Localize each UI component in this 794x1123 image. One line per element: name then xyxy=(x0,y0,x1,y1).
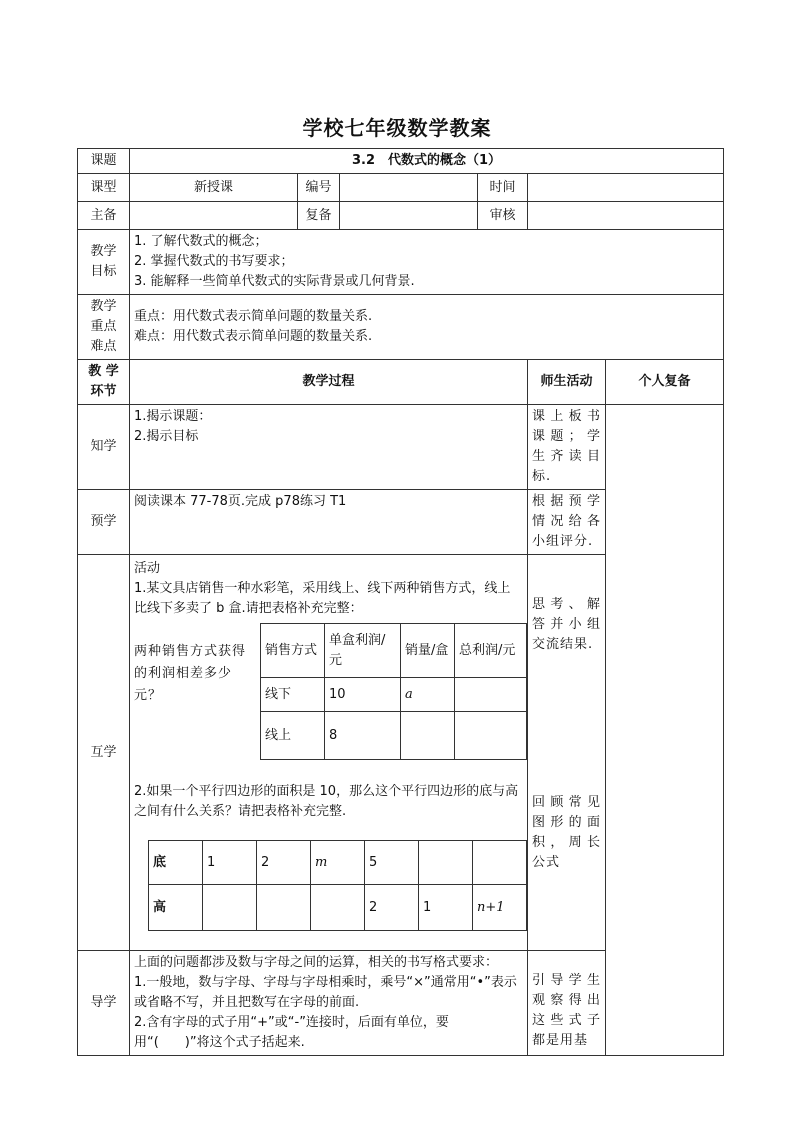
base-label: 底 xyxy=(149,841,203,885)
keypoints-label xyxy=(78,295,130,360)
sales-cell: 线下 xyxy=(261,678,325,712)
height-label: 高 xyxy=(149,885,203,931)
zhixue-content xyxy=(130,405,528,490)
goal-item: 3. 能解释一些简单代数式的实际背景或几何背景. xyxy=(134,274,415,289)
question-1: 1.某文具店销售一种水彩笔，采用线上、线下两种销售方式，线上比线下多卖了 b 盒.请把表格补充完整： xyxy=(134,581,511,616)
keypoints-label-line: 重点 xyxy=(90,319,117,334)
height-cell xyxy=(311,885,365,931)
keypoints-label-line: 难点 xyxy=(90,339,117,354)
sales-cell xyxy=(455,678,527,712)
daoxue-rule-2: 2.含有字母的式子用“+”或“-”连接时，后面有单位，要用“( )”将这个式子括起来. xyxy=(134,1015,449,1050)
zhixue-line: 1.揭示课题： xyxy=(134,409,212,424)
sales-header-cell: 总利润/元 xyxy=(455,624,527,678)
focus-text: 重点：用代数式表示简单问题的数量关系. xyxy=(134,309,373,324)
goals-label-line: 教学 xyxy=(90,244,117,259)
code-value xyxy=(340,174,478,202)
page-title: 学校七年级数学教案 xyxy=(302,116,492,140)
sales-header-cell: 销售方式 xyxy=(261,624,325,678)
sales-cell: 10 xyxy=(325,678,401,712)
time-value xyxy=(528,174,724,202)
type-value: 新授课 xyxy=(130,174,298,202)
goal-item: 1. 了解代数式的概念； xyxy=(134,234,268,249)
huxue-activity xyxy=(528,555,606,951)
parallelogram-table xyxy=(148,840,527,931)
question-1-side: 两种销售方式获得的利润相差多少元？ xyxy=(134,644,247,703)
goals-label xyxy=(78,230,130,295)
question-1-block xyxy=(134,623,527,760)
huxue-content xyxy=(130,555,528,951)
height-cell xyxy=(203,885,257,931)
sales-cell xyxy=(455,712,527,760)
huxue-activity-2: 回顾常见图形的面积，周长公式 xyxy=(532,795,601,870)
zhixue-line: 2.揭示目标 xyxy=(134,429,199,444)
huxue-heading: 活动 xyxy=(134,561,161,576)
review-label: 复备 xyxy=(298,202,340,230)
yuxue-label: 预学 xyxy=(78,490,130,555)
keypoints-content xyxy=(130,295,724,360)
time-label: 时间 xyxy=(478,174,528,202)
sales-table xyxy=(260,623,527,760)
process-header: 教学过程 xyxy=(130,360,528,405)
sales-cell: 8 xyxy=(325,712,401,760)
base-cell: m xyxy=(311,841,365,885)
personal-notes xyxy=(606,405,724,1056)
height-cell: n+1 xyxy=(473,885,527,931)
topic-value: 3.2 代数式的概念（1） xyxy=(130,149,724,174)
height-cell xyxy=(257,885,311,931)
huxue-label: 互学 xyxy=(78,555,130,951)
height-cell: 2 xyxy=(365,885,419,931)
stage-header-line: 教 学 xyxy=(88,364,119,379)
review-value xyxy=(340,202,478,230)
base-cell: 1 xyxy=(203,841,257,885)
daoxue-content xyxy=(130,951,528,1056)
sales-header-cell: 销量/盒 xyxy=(401,624,455,678)
lesson-plan-table xyxy=(77,148,724,1056)
lead-label: 主备 xyxy=(78,202,130,230)
daoxue-intro: 上面的问题都涉及数与字母之间的运算，相关的书写格式要求： xyxy=(134,955,499,970)
goals-list xyxy=(130,230,724,295)
height-cell: 1 xyxy=(419,885,473,931)
yuxue-activity: 根据预学情况给各小组评分. xyxy=(528,490,606,555)
sales-cell xyxy=(401,712,455,760)
personal-header: 个人复备 xyxy=(606,360,724,405)
yuxue-content: 阅读课本 77-78页.完成 p78练习 T1 xyxy=(130,490,528,555)
base-cell xyxy=(473,841,527,885)
zhixue-label: 知学 xyxy=(78,405,130,490)
topic-label: 课题 xyxy=(78,149,130,174)
audit-label: 审核 xyxy=(478,202,528,230)
daoxue-activity: 引导学生观察得出这些式子都是用基 xyxy=(528,951,606,1056)
sales-cell: a xyxy=(401,678,455,712)
lead-value xyxy=(130,202,298,230)
sales-header-cell: 单盒利润/元 xyxy=(325,624,401,678)
goal-item: 2. 掌握代数式的书写要求； xyxy=(134,254,294,269)
huxue-activity-1: 思考、解答并小组交流结果. xyxy=(532,597,601,652)
keypoints-label-line: 教学 xyxy=(90,299,117,314)
stage-header xyxy=(78,360,130,405)
base-cell: 5 xyxy=(365,841,419,885)
question-2: 2.如果一个平行四边形的面积是 10，那么这个平行四边形的底与高之间有什么关系？请把表格补充完整. xyxy=(134,784,519,819)
daoxue-rule-1: 1.一般地，数与字母、字母与字母相乘时，乘号“×”通常用“•”表示或省略不写，并且把数写在字母的前面. xyxy=(134,975,517,1010)
base-cell xyxy=(419,841,473,885)
type-label: 课型 xyxy=(78,174,130,202)
activity-header: 师生活动 xyxy=(528,360,606,405)
code-label: 编号 xyxy=(298,174,340,202)
zhixue-activity: 课上板书课题；学生齐读目标. xyxy=(528,405,606,490)
sales-cell: 线上 xyxy=(261,712,325,760)
difficulty-text: 难点：用代数式表示简单问题的数量关系. xyxy=(134,329,373,344)
goals-label-line: 目标 xyxy=(90,264,117,279)
stage-header-line: 环节 xyxy=(90,384,117,399)
audit-value xyxy=(528,202,724,230)
daoxue-label: 导学 xyxy=(78,951,130,1056)
base-cell: 2 xyxy=(257,841,311,885)
